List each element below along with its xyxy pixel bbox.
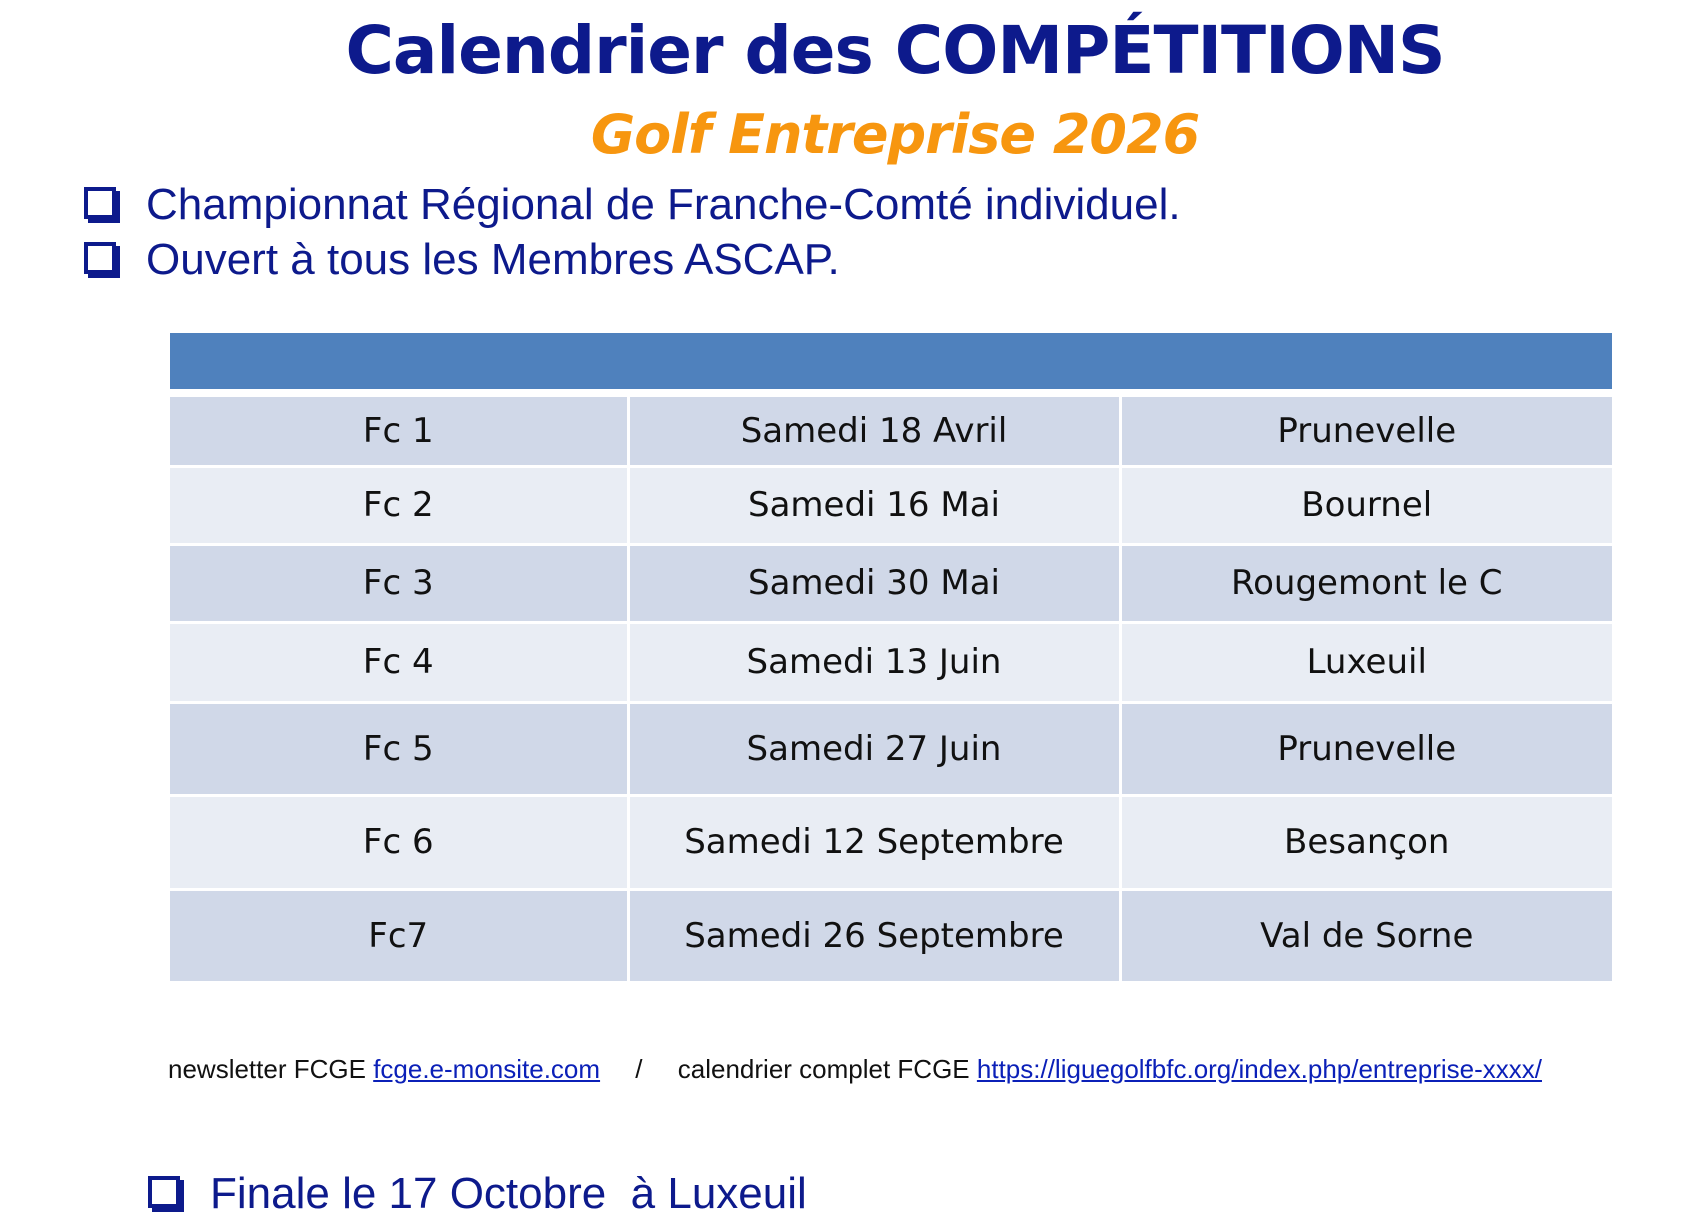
competition-place: Luxeuil (1120, 622, 1612, 702)
page-title: Calendrier des COMPÉTITIONS (345, 12, 1445, 89)
competition-place: Prunevelle (1120, 702, 1612, 795)
competition-date: Samedi 12 Septembre (628, 795, 1120, 889)
checkbox-bullet-icon (84, 187, 116, 219)
competition-table (170, 333, 1612, 984)
bullet-text: Ouvert à tous les Membres ASCAP. (146, 235, 840, 284)
finale-text: Finale le 17 Octobre à Luxeuil (210, 1169, 807, 1218)
bullet-championship (84, 178, 1181, 232)
competition-place: Bournel (1120, 466, 1612, 544)
table-row (170, 622, 1612, 702)
table-row (170, 393, 1612, 466)
table-row (170, 889, 1612, 982)
competition-id: Fc 6 (170, 795, 628, 889)
page-subtitle: Golf Entreprise 2026 (590, 103, 1200, 166)
competition-date: Samedi 16 Mai (628, 466, 1120, 544)
links-line (168, 1054, 1542, 1085)
competition-id: Fc 3 (170, 544, 628, 622)
table-header-cell (628, 333, 1120, 393)
competition-id: Fc 5 (170, 702, 628, 795)
competition-place: Besançon (1120, 795, 1612, 889)
checkbox-bullet-icon (148, 1176, 180, 1208)
links-separator: / (635, 1054, 643, 1084)
competition-id: Fc 2 (170, 466, 628, 544)
competition-date: Samedi 26 Septembre (628, 889, 1120, 982)
bullet-text: Championnat Régional de Franche-Comté individuel. (146, 180, 1181, 229)
table-header-cell (170, 333, 628, 393)
competition-date: Samedi 27 Juin (628, 702, 1120, 795)
calendar-label: calendrier complet FCGE (677, 1054, 970, 1084)
competition-id: Fc 1 (170, 393, 628, 466)
competition-id: Fc 4 (170, 622, 628, 702)
table-row (170, 795, 1612, 889)
table-row (170, 702, 1612, 795)
table-header-cell (1120, 333, 1612, 393)
table-row (170, 544, 1612, 622)
checkbox-bullet-icon (84, 242, 116, 274)
competition-id: Fc7 (170, 889, 628, 982)
bullet-open-members (84, 233, 840, 287)
newsletter-label: newsletter FCGE (168, 1054, 366, 1084)
competition-place: Prunevelle (1120, 393, 1612, 466)
competition-date: Samedi 13 Juin (628, 622, 1120, 702)
newsletter-link[interactable]: fcge.e-monsite.com (373, 1054, 601, 1084)
competition-place: Rougemont le C (1120, 544, 1612, 622)
competition-date: Samedi 18 Avril (628, 393, 1120, 466)
competition-date: Samedi 30 Mai (628, 544, 1120, 622)
table-row (170, 466, 1612, 544)
calendar-link[interactable]: https://liguegolfbfc.org/index.php/entreprise-xxxx/ (976, 1054, 1542, 1084)
table-header-row (170, 333, 1612, 393)
competition-place: Val de Sorne (1120, 889, 1612, 982)
bullet-finale (148, 1167, 807, 1221)
